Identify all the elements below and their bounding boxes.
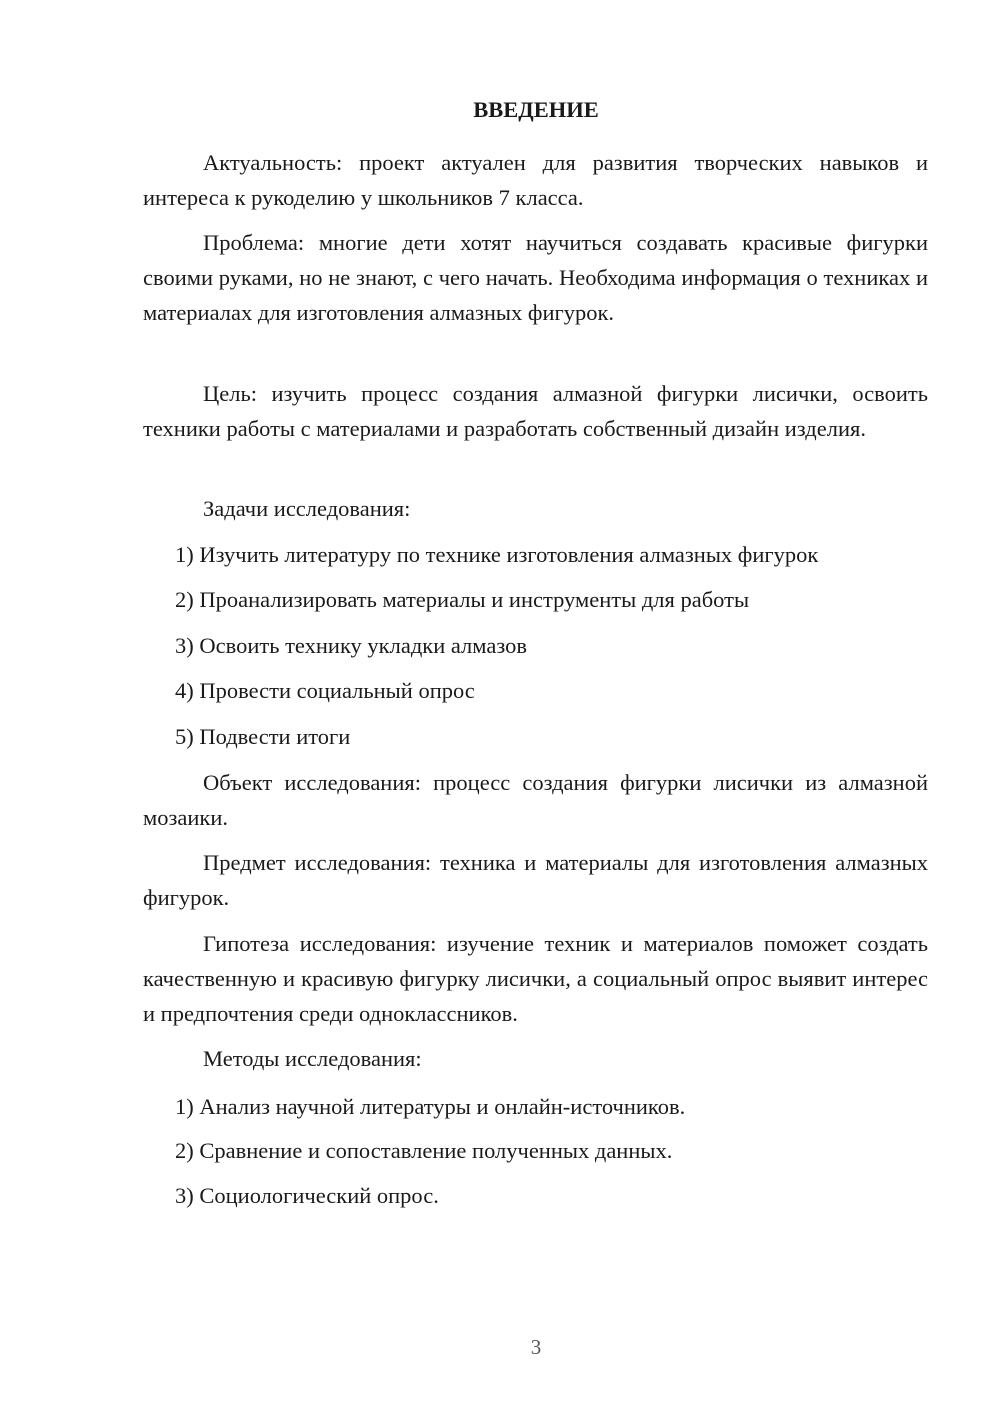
- relevance-paragraph: [143, 145, 928, 215]
- task-item-2: [143, 582, 928, 617]
- list-item: 2) Проанализировать материалы и инструменты для работы: [175, 587, 750, 612]
- method-item-2: [143, 1133, 928, 1168]
- hypothesis-paragraph: [143, 926, 928, 1031]
- list-item: 1) Анализ научной литературы и онлайн-источников.: [175, 1094, 686, 1119]
- list-item: 2) Сравнение и сопоставление полученных данных.: [175, 1138, 673, 1163]
- subject-text: Предмет исследования: техника и материалы для изготовления алмазных фигурок.: [143, 850, 928, 910]
- list-item: 4) Провести социальный опрос: [175, 678, 475, 703]
- hypothesis-text: Гипотеза исследования: изучение техник и материалов поможет создать качественную и красивую фигурку лисички, а социальный опрос выявит интерес и предпочтения среди одноклассников.: [143, 931, 928, 1026]
- subject-paragraph: [143, 845, 928, 915]
- problem-text: Проблема: многие дети хотят научиться создавать красивые фигурки своими руками, но не знают, с чего начать. Необходима информация о техниках и материалах для изготовления алмазных фигурок.: [143, 230, 928, 325]
- tasks-heading: Задачи исследования:: [203, 496, 411, 521]
- list-item: 1) Изучить литературу по технике изготовления алмазных фигурок: [175, 542, 819, 567]
- section-title: ВВЕДЕНИЕ: [473, 97, 599, 122]
- list-item: 5) Подвести итоги: [175, 724, 351, 749]
- goal-paragraph: [143, 376, 928, 446]
- page-number: 3: [530, 1335, 542, 1359]
- methods-heading: Методы исследования:: [203, 1046, 422, 1071]
- task-item-3: [143, 628, 928, 663]
- tasks-heading-block: [143, 491, 928, 526]
- problem-paragraph: [143, 225, 928, 330]
- method-item-3: [143, 1178, 928, 1213]
- task-item-1: [143, 537, 928, 572]
- task-item-5: [143, 719, 928, 754]
- object-paragraph: [143, 765, 928, 835]
- relevance-text: Актуальность: проект актуален для развития творческих навыков и интереса к рукоделию у школьников 7 класса.: [143, 150, 928, 210]
- list-item: 3) Социологический опрос.: [175, 1183, 439, 1208]
- object-text: Объект исследования: процесс создания фигурки лисички из алмазной мозаики.: [143, 770, 928, 830]
- goal-text: Цель: изучить процесс создания алмазной фигурки лисички, освоить техники работы с материалами и разработать собственный дизайн изделия.: [143, 381, 928, 441]
- method-item-1: [143, 1089, 928, 1124]
- task-item-4: [143, 673, 928, 708]
- methods-heading-block: [143, 1041, 928, 1076]
- list-item: 3) Освоить технику укладки алмазов: [175, 633, 527, 658]
